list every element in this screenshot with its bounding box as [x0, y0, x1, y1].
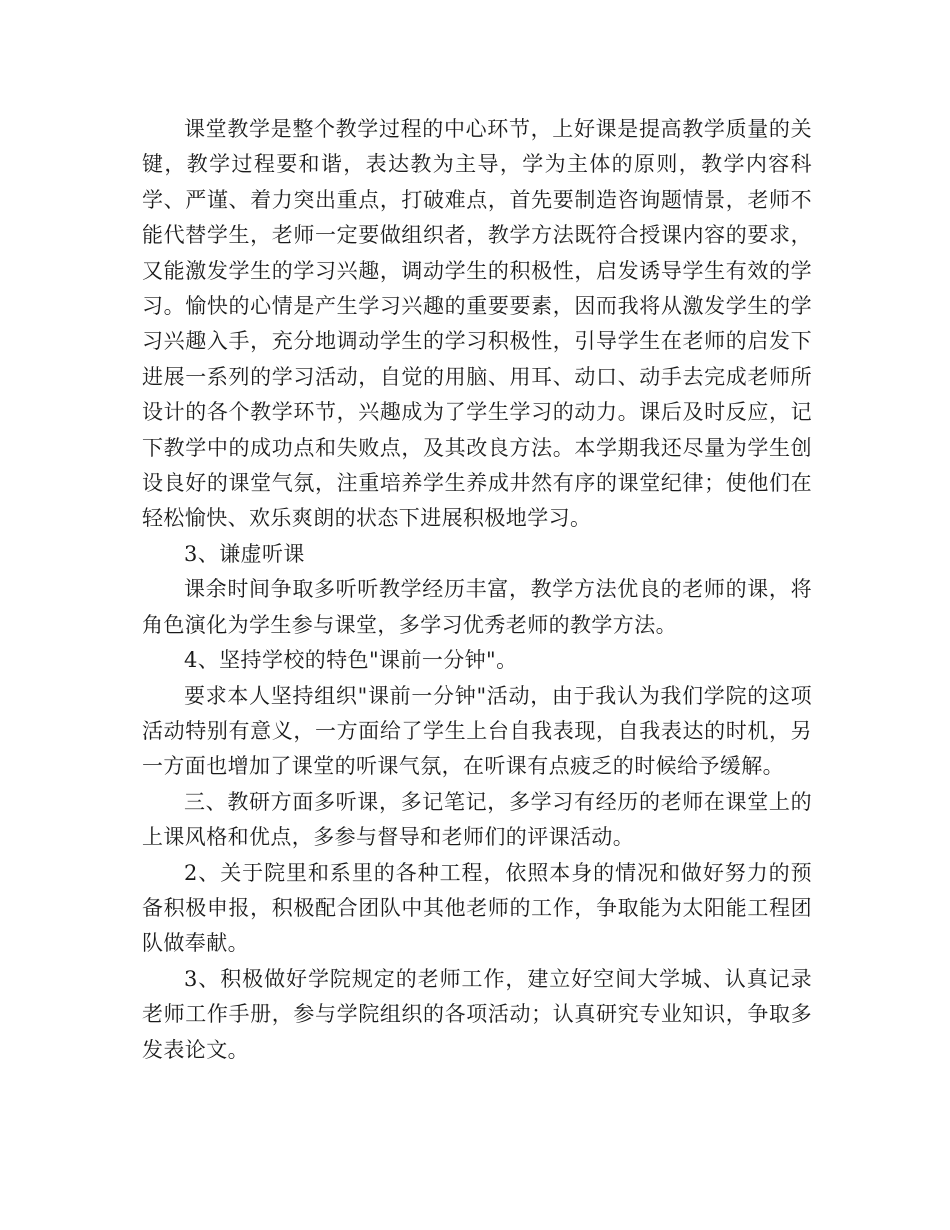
paragraph-classroom-teaching: 课堂教学是整个教学过程的中心环节，上好课是提高教学质量的关键，教学过程要和谐，表达教为主导，学为主体的原则，教学内容科学、严谨、着力突出重点，打破难点，首先要制造咨询题情景，老师不能代替学生，老师一定要做组织者，教学方法既符合授课内容的要求，又能激发学生的学习兴趣，调动学生的积极性，启发诱导学生有效的学习。愉快的心情是产生学习兴趣的重要要素，因而我将从激发学生的学习兴趣入手，充分地调动学生的学习积极性，引导学生在老师的启发下进展一系列的学习活动，自觉的用脑、用耳、动口、动手去完成老师所设计的各个教学环节，兴趣成为了学生学习的动力。课后及时反应，记下教学中的成功点和失败点，及其改良方法。本学期我还尽量为学生创设良好的课堂气氛，注重培养学生养成井然有序的课堂纪律；使他们在轻松愉快、欢乐爽朗的状态下进展积极地学习。 [142, 117, 812, 531]
paragraph-lesson-observation: 课余时间争取多听听教学经历丰富，教学方法优良的老师的课，将角色演化为学生参与课堂，多学习优秀老师的教学方法。 [142, 577, 812, 637]
paragraph-one-minute-activity: 要求本人坚持组织"课前一分钟"活动，由于我认为我们学院的这项活动特别有意义，一方面给了学生上台自我表现，自我表达的时机，另一方面也增加了课堂的听课气氛，在听课有点疲乏的时候给予缓解。 [142, 683, 812, 779]
paragraph-projects: 2、关于院里和系里的各种工程，依照本身的情况和做好努力的预备积极申报，积极配合团队中其他老师的工作，争取能为太阳能工程团队做奉献。 [142, 860, 812, 956]
heading-humble-lesson-observation: 3、谦虚听课 [184, 541, 305, 566]
document-body [142, 112, 812, 1068]
paragraph-teaching-research: 三、教研方面多听课，多记笔记，多学习有经历的老师在课堂上的上课风格和优点，多参与督导和老师们的评课活动。 [142, 789, 812, 850]
paragraph-teacher-duties: 3、积极做好学院规定的老师工作，建立好空间大学城、认真记录老师工作手册，参与学院组织的各项活动；认真研究专业知识，争取多发表论文。 [142, 966, 812, 1062]
heading-one-minute-before-class: 4、坚持学校的特色"课前一分钟"。 [184, 648, 518, 673]
